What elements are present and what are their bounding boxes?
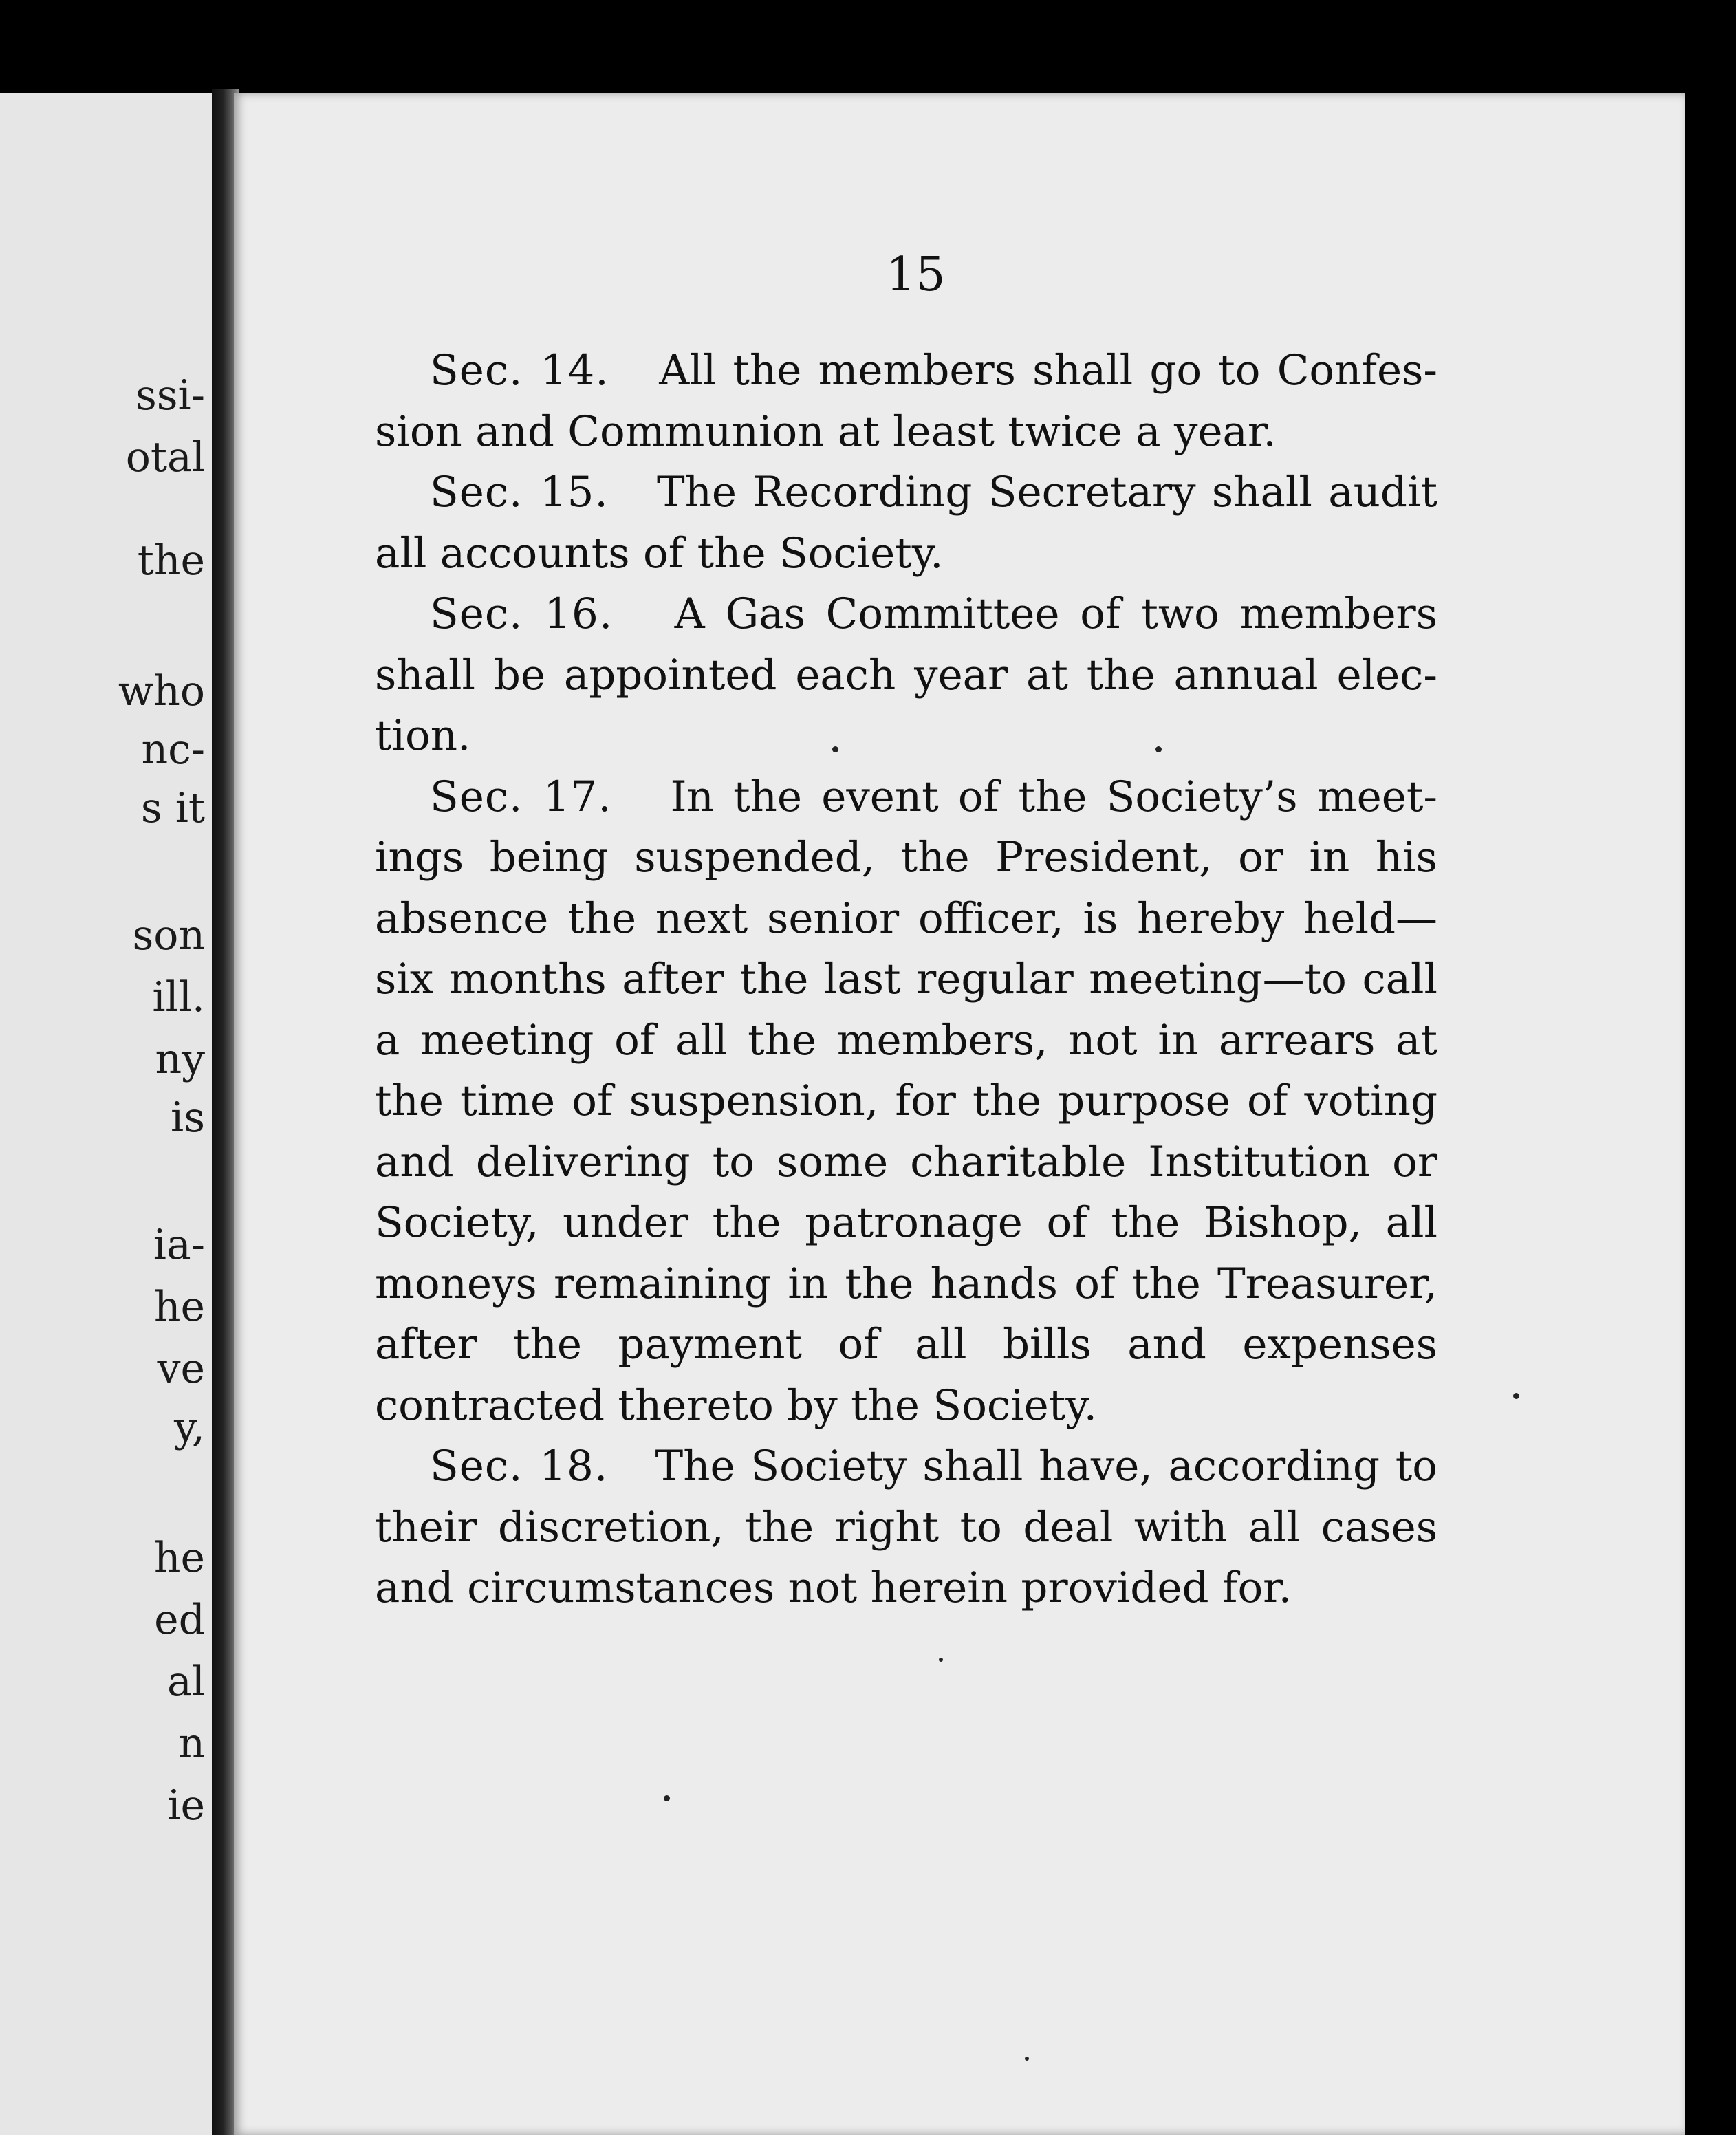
section-label: Sec. 18.: [430, 1442, 609, 1491]
left-page-fragment: otal: [125, 433, 205, 481]
page-number: 15: [886, 248, 946, 302]
scan-speck: [939, 1658, 943, 1662]
section-18: [375, 1436, 1437, 1619]
left-page-fragment: ny: [155, 1035, 205, 1083]
section-14: [375, 340, 1437, 462]
section-15: [375, 462, 1437, 584]
left-page-fragment: ssi-: [135, 371, 205, 420]
left-page-fragment: ill.: [152, 973, 205, 1021]
left-page-fragment: he: [153, 1283, 205, 1331]
left-page-fragment: is: [171, 1094, 205, 1142]
section-text: The Society shall have, according to their discretion, the right to deal with all cases and circumstances not herein provided for.: [375, 1442, 1438, 1612]
section-label: Sec. 17.: [430, 772, 612, 821]
previous-page-edge: [0, 93, 213, 2135]
left-page-fragment: ie: [167, 1781, 205, 1830]
left-page-fragment: son: [132, 911, 205, 960]
left-page-fragment: n: [178, 1720, 205, 1768]
section-label: Sec. 15.: [430, 468, 609, 517]
left-page-fragment: y,: [174, 1403, 205, 1451]
left-page-fragment: ve: [157, 1345, 205, 1393]
left-page-fragment: ed: [154, 1596, 205, 1644]
section-17: [375, 767, 1437, 1437]
section-16: [375, 584, 1437, 767]
left-page-fragment: s it: [140, 784, 205, 832]
scan-speck: [1513, 1393, 1519, 1399]
left-page-fragment: nc-: [141, 726, 205, 774]
section-label: Sec. 16.: [430, 589, 614, 638]
scan-speck: [664, 1795, 670, 1801]
left-page-fragment: he: [153, 1534, 205, 1582]
scan-speck: [1025, 2057, 1029, 2061]
scan-speck: [1155, 746, 1162, 752]
section-label: Sec. 14.: [430, 346, 609, 395]
section-text: A Gas Committee of two members shall be appointed each year at the annual election.: [375, 589, 1438, 760]
section-text: All the members shall go to Confession and Communion at least twice a year.: [375, 346, 1438, 456]
section-text: In the event of the Society’s meetings being suspended, the President, or in his absence the next senior officer, is hereby held— six months after the last regular meeting—to call a meeting of all the members, not in arrears at the time of suspension, for the purpose of voting and delivering to some charitable Institution or Society, under the patronage of the Bishop, all moneys remaining in the hands of the Treasurer, after the payment of all bills and expenses contracted thereto by the Society.: [375, 772, 1438, 1430]
scan-speck: [832, 746, 838, 752]
bylaws-text: [375, 340, 1437, 1619]
left-page-fragment: ia-: [153, 1221, 205, 1269]
left-page-fragment: who: [118, 667, 205, 715]
section-text: The Recording Secretary shall audit all accounts of the Society.: [375, 468, 1438, 578]
left-page-fragment: the: [137, 537, 205, 585]
left-page-fragment: al: [167, 1658, 205, 1706]
